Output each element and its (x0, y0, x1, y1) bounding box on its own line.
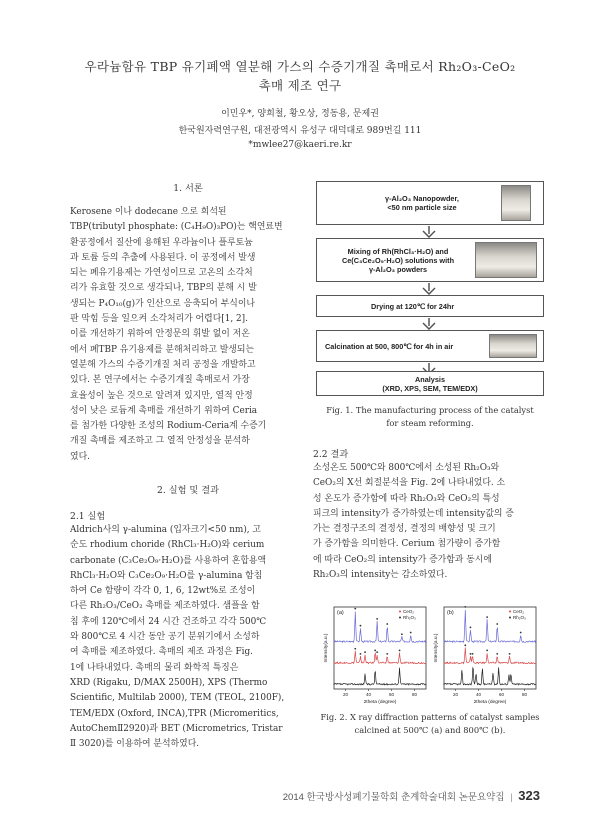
author-list: 이민우*, 양희철, 황오상, 정동용, 문제권 (221, 109, 379, 119)
intro-line: 판 막힘 등을 일으켜 소각처리가 어렵다[1, 2]. (70, 314, 248, 325)
experiment-line: XRD (Rigaku, D/MAX 2500H), XPS (Thermo (70, 677, 268, 688)
figure-2-caption: Fig. 2. X ray diffraction patterns of catalyst samples calcined at 500℃ (a) and 800℃ (b). (320, 712, 540, 735)
peak-marker (376, 618, 378, 620)
subsection-heading-experiment: 2.1 실험 (70, 511, 106, 522)
legend-marker (399, 611, 401, 613)
y-axis-label: Intensity(a.u.) (434, 633, 439, 663)
page-footer: 2014 한국방사성폐기물학회 춘계학술대회 논문요약집 | 323 (282, 788, 540, 803)
results-line: Rh₂O₃의 intensity는 감소하였다. (313, 570, 448, 581)
x-tick-label: 60 (498, 692, 505, 697)
figure-1-flowchart (316, 181, 544, 396)
flow-step-calcination: Calcination at 500, 800℃ for 4h in air (316, 330, 544, 362)
experiment-line: TEM/EDX (Oxford, INCA),TPR (Micromeritics, (70, 708, 279, 719)
intro-line: 과 토륨 등의 추출에 사용된다. 이 공정에서 발생 (70, 252, 256, 263)
flow-step-nanopowder: γ-Al₂O₃ Nanopowder, <50 nm particle size (316, 181, 544, 225)
experiment-line: Aldrich사의 γ-alumina (입자크기<50 nm), 고 (70, 525, 262, 535)
legend-marker (399, 617, 401, 619)
results-line: 가는 결정구조의 결정성, 결정의 배향성 및 크기 (313, 524, 496, 535)
results-line: 소성온도 500℃와 800℃에서 소성된 Rh₂O₃와 (313, 463, 500, 473)
peak-marker (472, 653, 474, 655)
peak-marker (410, 632, 412, 634)
x-tick-label: 60 (388, 692, 395, 697)
legend-entry: Rh₂O₃ (513, 615, 526, 620)
intro-paragraph (70, 205, 306, 465)
paper-title-line-2: 촉매 제조 연구 (258, 78, 342, 93)
y-axis-label: Intensity(a.u.) (324, 633, 329, 663)
peak-marker (470, 653, 472, 655)
peak-marker (509, 653, 511, 655)
results-line: 성 온도가 증가함에 따라 Rh₂O₃와 CeO₂의 특성 (313, 493, 500, 504)
section-heading-experiment: 2. 실험 및 결과 (157, 485, 219, 496)
peak-marker (486, 650, 488, 652)
intro-line: 효율성이 높은 것으로 알려져 있지만, 열적 안정 (70, 390, 253, 401)
results-line: 가 증가함을 의미한다. Cerium 첨가량이 증가함 (313, 539, 501, 550)
peak-marker (386, 623, 388, 625)
experiment-line: 1에 나타내었다. 촉매의 물리 화학적 특징은 (70, 662, 239, 673)
x-tick-label: 80 (521, 692, 528, 697)
x-tick-label: 40 (365, 692, 372, 697)
powder-photo (501, 185, 531, 221)
xrd-chart-a (320, 601, 430, 706)
experiment-line: 순도 rhodium choride (RhCl₃·H₂O)와 cerium (70, 540, 265, 551)
footer-proceedings-title: 2014 한국방사성폐기물학회 춘계학술대회 논문요약집 (282, 792, 505, 803)
experiment-line: Scientific, Multilab 2000), TEM (TEOL, 2100F), (70, 693, 285, 704)
experiment-line: 하여 Ce 함량이 각각 0, 1, 6, 12wt%로 조성이 (70, 586, 256, 597)
peak-marker (360, 625, 362, 627)
intro-line: 였다. (70, 451, 90, 462)
intro-line: 를 첨가한 다양한 조성의 Rodium-Ceria계 수증기 (70, 421, 267, 432)
intro-line: 있다. 본 연구에서는 수증기개질 촉매로서 가장 (70, 375, 250, 386)
flow-step-analysis: Analysis (XRD, XPS, SEM, TEM/EDX) (316, 371, 544, 396)
subsection-heading-results: 2.2 결과 (313, 449, 349, 460)
experiment-line: 다른 Rh₂O₃/CeO₂ 촉매를 제조하였다. 샘플을 함 (70, 601, 260, 612)
intro-line: 생되는 P₄O₁₀(g)가 인산으로 응축되어 부식이나 (70, 298, 255, 309)
intro-line: 성이 낮은 로듐계 촉매를 개선하기 위하여 Ceria (70, 405, 258, 416)
legend-marker (509, 617, 511, 619)
x-axis-label: 2theta (degree) (363, 700, 397, 705)
peak-marker (354, 648, 356, 650)
figure-2-xrd-panel-b (430, 601, 540, 706)
legend-entry: Rh₂O₃ (403, 615, 416, 620)
intro-line: 리가 유효할 것으로 생각되나, TBP의 분해 시 발 (70, 283, 257, 294)
flow-arrow-3 (418, 318, 440, 330)
x-tick-label: 20 (342, 692, 349, 697)
experiment-line: Ⅱ 3020)를 이용하여 분석하였다. (70, 739, 200, 750)
experiment-line: 여 촉매를 제조하였다. 촉매의 제조 과정은 Fig. (70, 647, 253, 658)
calcination-photo (489, 334, 537, 358)
panel-label: (b) (447, 610, 454, 616)
results-line: CeO₂의 X선 회절분석을 Fig. 2에 나타내었다. 소 (313, 478, 506, 489)
experiment-line: carbonate (C₃Ce₂O₉·H₂O)를 사용하여 혼합용액 (70, 555, 267, 566)
peak-marker (470, 626, 472, 628)
peak-marker (464, 606, 466, 608)
intro-line: 에서 폐TBP 유기용제를 분해처리하고 발생되는 (70, 344, 255, 355)
affiliation: 한국원자력연구원, 대전광역시 유성구 대덕대로 989번길 111 (178, 126, 422, 136)
intro-line: 열분해 가스의 수증기개질 처리 공정을 개발하고 (70, 359, 256, 370)
section-heading-intro: 1. 서론 (173, 183, 203, 194)
peak-marker (399, 650, 401, 652)
peak-marker (364, 651, 366, 653)
corresponding-email[interactable]: *mwlee27@kaeri.re.kr (248, 140, 352, 150)
intro-line: Kerosene 이나 dodecane 으로 희석된 (70, 207, 227, 217)
x-axis-label: 2theta (degree) (473, 700, 507, 705)
experiment-line: 침 후에 120℃에서 24 시간 건조하고 각각 500℃ (70, 616, 267, 627)
results-line: 피크의 intensity가 증가하였는데 intensity값의 증 (313, 508, 514, 519)
paper-title-line-1: 우라늄함유 TBP 유기폐액 열분해 가스의 수증기개질 촉매로서 Rh₂O₃-CeO₂ (84, 59, 516, 74)
legend-entry: CeO₂ (403, 609, 414, 614)
peak-marker (520, 632, 522, 634)
intro-line: TBP(tributyl phosphate: (C₄H₉O)₃PO)는 핵연료변 (70, 222, 283, 233)
peak-marker (354, 608, 356, 610)
x-tick-label: 20 (452, 692, 459, 697)
panel-label: (a) (337, 610, 344, 616)
experiment-line: 와 800℃로 4 시간 동안 공기 분위기에서 소성하 (70, 632, 260, 643)
legend-entry: CeO₂ (513, 609, 524, 614)
flow-arrow-2 (418, 283, 440, 295)
intro-line: 환공정에서 질산에 용해된 우라늄이나 플루토늄 (70, 237, 253, 248)
experiment-paragraph (70, 523, 306, 752)
flow-step-mixing: Mixing of Rh(RhCl₃·H₂O) and Ce(C₃Ce₂O₉·H₂O) solutions with γ-Al₂O₃ powders (316, 238, 544, 282)
figure-2-xrd-panel-a (320, 601, 430, 706)
results-line: 에 따라 CeO₂의 intensity가 증가함과 동시에 (313, 554, 492, 565)
peak-marker (464, 644, 466, 646)
flow-step-drying: Drying at 120℃ for 24hr (316, 295, 544, 317)
x-tick-label: 80 (411, 692, 418, 697)
peak-marker (374, 650, 376, 652)
peak-marker (496, 653, 498, 655)
peak-marker (376, 651, 378, 653)
peak-marker (386, 653, 388, 655)
figure-1-caption: Fig. 1. The manufacturing process of the catalyst for steam reforming. (326, 405, 534, 428)
peak-marker (496, 623, 498, 625)
flow-arrow-1 (418, 226, 440, 238)
intro-line: 이를 개선하기 위하여 안정문의 휘발 없이 저온 (70, 329, 250, 340)
x-tick-label: 40 (475, 692, 482, 697)
legend-marker (509, 611, 511, 613)
peak-marker (486, 616, 488, 618)
results-paragraph (313, 461, 545, 583)
peak-marker (401, 633, 403, 635)
intro-line: 개질 촉매를 제조하고 그 열적 안정성을 분석하 (70, 436, 250, 447)
page-number: 323 (518, 788, 540, 803)
xrd-chart-b (430, 601, 540, 706)
experiment-line: AutoChemⅡ2920)과 BET (Micrometrics, Tristar (70, 723, 283, 734)
peak-marker (360, 653, 362, 655)
intro-line: 되는 폐유기용제는 가연성이므로 고온의 소각처 (70, 268, 253, 279)
experiment-line: RhCl₃·H₂O와 C₃Ce₂O₉·H₂O를 γ-alumina 함침 (70, 570, 263, 581)
solution-photo (475, 242, 537, 278)
